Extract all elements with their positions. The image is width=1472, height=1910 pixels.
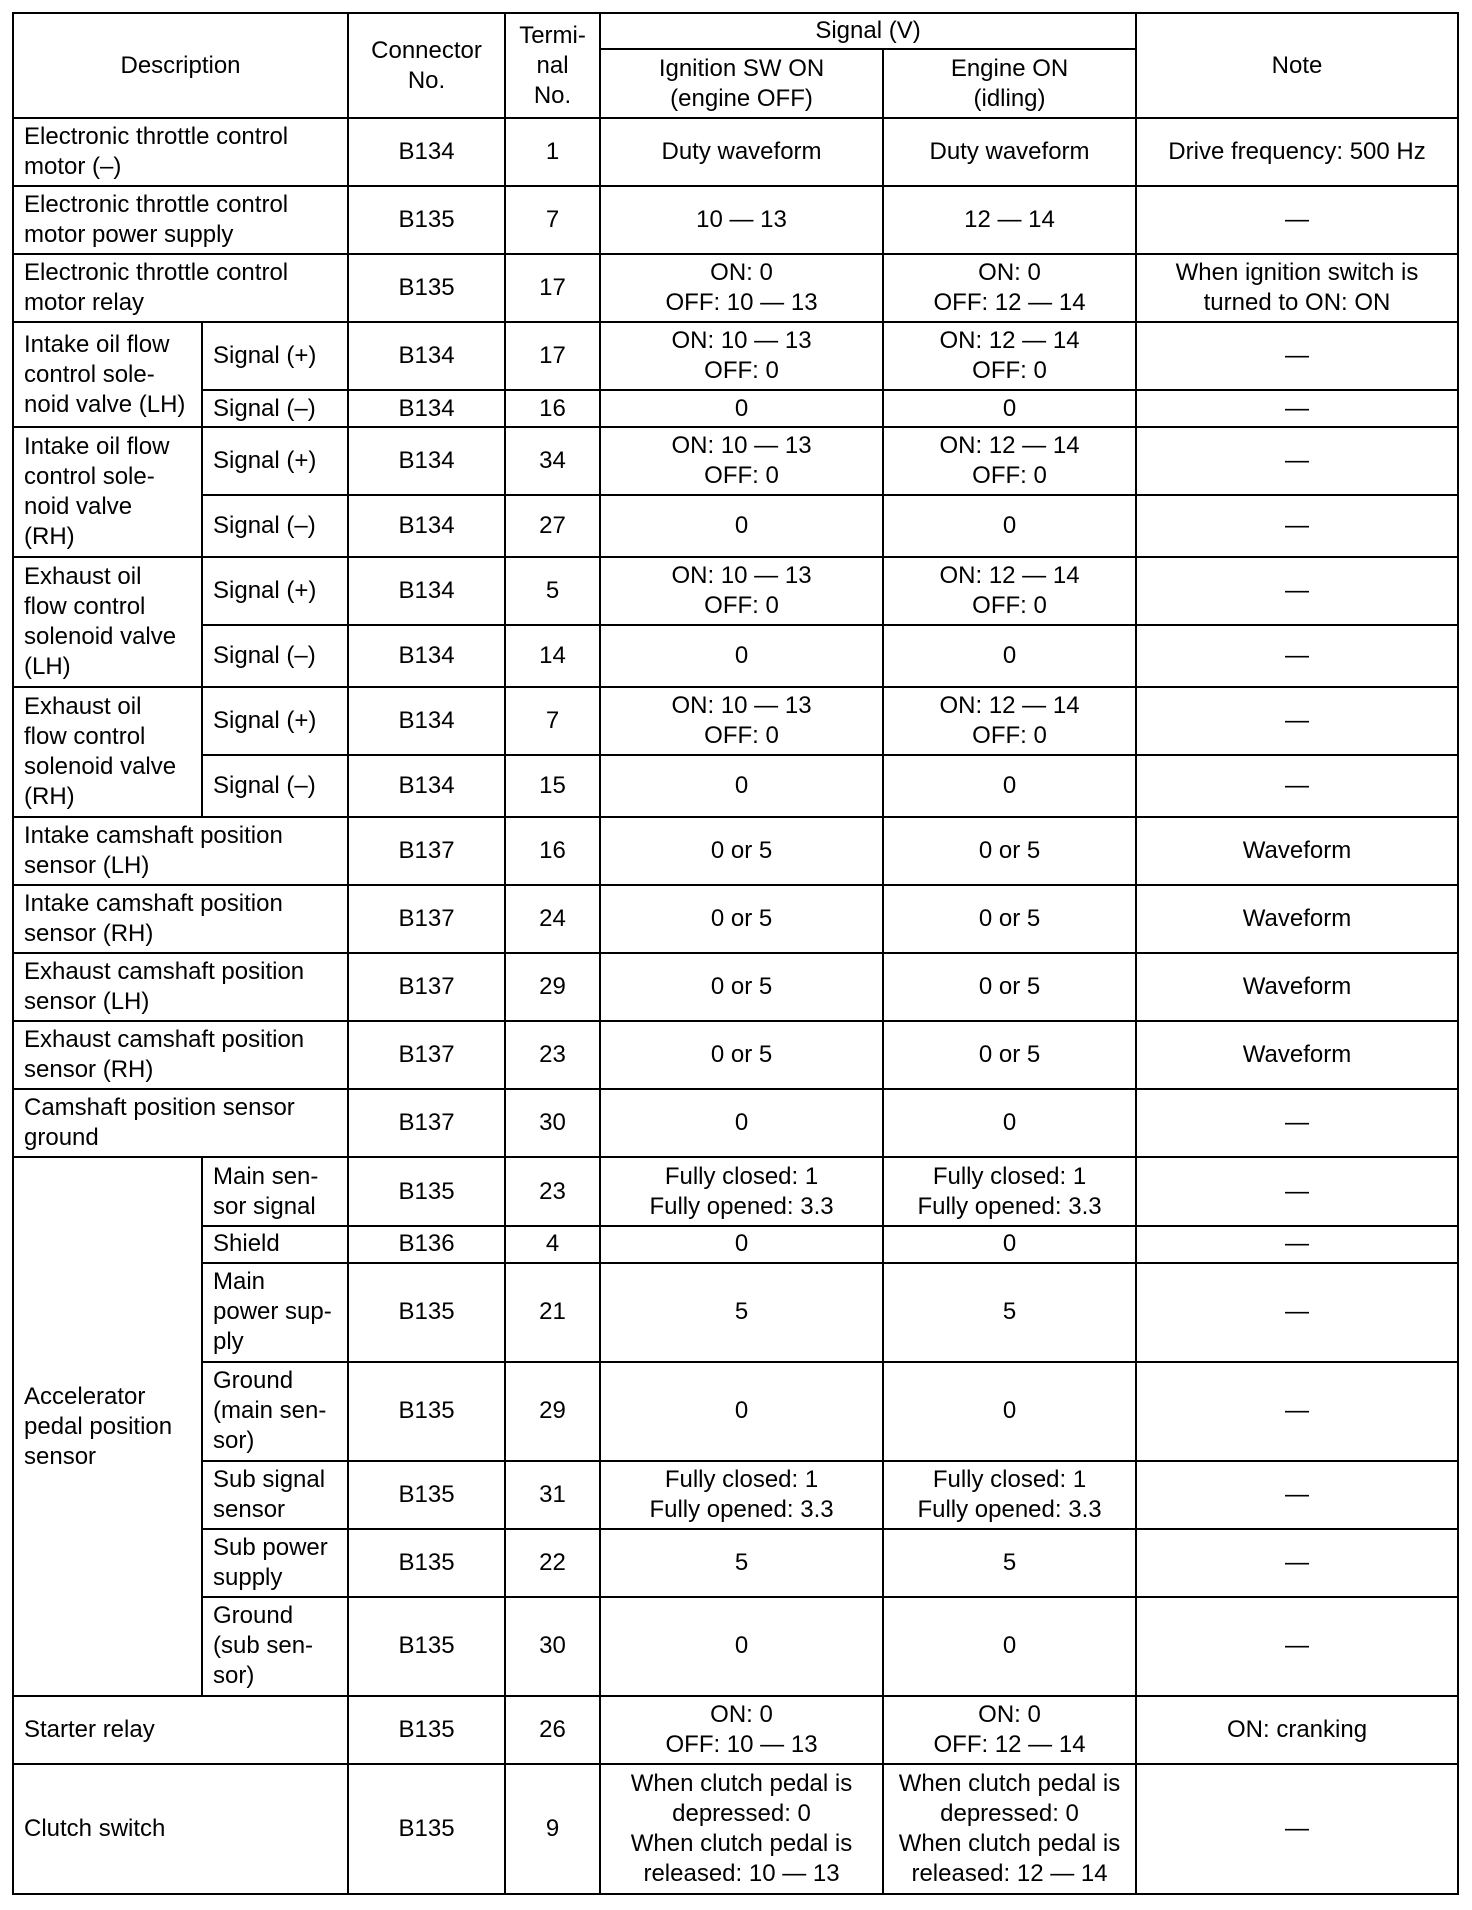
row-description: Starter relay [13, 1696, 348, 1764]
row-connector: B135 [348, 1362, 505, 1461]
row-signal-engine: 0 [883, 1362, 1136, 1461]
row-terminal: 16 [505, 390, 600, 427]
row-note: — [1136, 390, 1458, 427]
row-note: Waveform [1136, 817, 1458, 885]
table-row [13, 625, 1458, 687]
row-terminal: 23 [505, 1157, 600, 1225]
row-connector: B135 [348, 186, 505, 254]
row-signal-engine: 5 [883, 1263, 1136, 1362]
row-signal-engine: 5 [883, 1529, 1136, 1597]
row-connector: B137 [348, 817, 505, 885]
row-signal-engine: ON: 0 OFF: 12 — 14 [883, 254, 1136, 322]
row-signal-ignition: ON: 10 — 13 OFF: 0 [600, 687, 883, 755]
row-note: — [1136, 557, 1458, 625]
row-note: Drive frequency: 500 Hz [1136, 118, 1458, 186]
row-terminal: 5 [505, 557, 600, 625]
header-ignition-sw-on: Ignition SW ON (engine OFF) [600, 49, 883, 118]
row-connector: B135 [348, 254, 505, 322]
row-note: — [1136, 687, 1458, 755]
row-terminal: 29 [505, 953, 600, 1021]
row-terminal: 29 [505, 1362, 600, 1461]
row-connector: B135 [348, 1263, 505, 1362]
row-signal-engine: 0 [883, 495, 1136, 557]
row-sub-description: Signal (–) [202, 625, 348, 687]
row-sub-description: Shield [202, 1226, 348, 1263]
row-group-description: Exhaust oil flow control solenoid valve (LH) [13, 557, 202, 687]
header-note: Note [1136, 13, 1458, 118]
row-signal-engine: 0 [883, 1597, 1136, 1696]
row-terminal: 31 [505, 1461, 600, 1529]
row-signal-engine: 0 [883, 625, 1136, 687]
row-sub-description: Signal (–) [202, 495, 348, 557]
row-terminal: 26 [505, 1696, 600, 1764]
row-connector: B137 [348, 885, 505, 953]
row-note: — [1136, 755, 1458, 817]
row-terminal: 16 [505, 817, 600, 885]
table-row [13, 495, 1458, 557]
row-group-description: Intake oil flow control sole- noid valve (LH) [13, 322, 202, 427]
row-connector: B135 [348, 1696, 505, 1764]
row-terminal: 27 [505, 495, 600, 557]
row-sub-description: Signal (–) [202, 390, 348, 427]
row-signal-engine: 0 or 5 [883, 817, 1136, 885]
row-connector: B135 [348, 1157, 505, 1225]
row-terminal: 14 [505, 625, 600, 687]
row-connector: B134 [348, 390, 505, 427]
table-row [13, 1529, 1458, 1597]
table-row [13, 885, 1458, 953]
header-signal: Signal (V) [600, 13, 1136, 49]
row-terminal: 24 [505, 885, 600, 953]
row-sub-description: Main power sup- ply [202, 1263, 348, 1362]
row-description: Intake camshaft position sensor (LH) [13, 817, 348, 885]
row-signal-ignition: 10 — 13 [600, 186, 883, 254]
row-signal-ignition: 0 [600, 390, 883, 427]
row-sub-description: Sub power supply [202, 1529, 348, 1597]
row-signal-ignition: 0 [600, 1362, 883, 1461]
row-terminal: 9 [505, 1764, 600, 1894]
row-signal-ignition: 0 or 5 [600, 885, 883, 953]
row-signal-ignition: 0 [600, 495, 883, 557]
row-note: — [1136, 1529, 1458, 1597]
table-row [13, 118, 1458, 186]
row-sub-description: Sub signal sensor [202, 1461, 348, 1529]
row-note: — [1136, 1362, 1458, 1461]
table-row [13, 254, 1458, 322]
row-signal-ignition: 0 [600, 1089, 883, 1157]
table-row [13, 322, 1458, 390]
row-signal-engine: 12 — 14 [883, 186, 1136, 254]
row-description: Exhaust camshaft position sensor (LH) [13, 953, 348, 1021]
row-signal-engine: 0 [883, 1089, 1136, 1157]
row-signal-engine: 0 [883, 390, 1136, 427]
row-terminal: 17 [505, 254, 600, 322]
table-row [13, 1089, 1458, 1157]
header-engine-on: Engine ON (idling) [883, 49, 1136, 118]
row-connector: B137 [348, 953, 505, 1021]
row-signal-ignition: ON: 0 OFF: 10 — 13 [600, 254, 883, 322]
row-signal-ignition: 0 [600, 625, 883, 687]
header-description: Description [13, 13, 348, 118]
row-terminal: 15 [505, 755, 600, 817]
row-terminal: 17 [505, 322, 600, 390]
row-connector: B134 [348, 687, 505, 755]
row-note: — [1136, 1263, 1458, 1362]
row-description: Exhaust camshaft position sensor (RH) [13, 1021, 348, 1089]
header-connector: Connector No. [348, 13, 505, 118]
row-note: — [1136, 1461, 1458, 1529]
row-signal-engine: When clutch pedal is depressed: 0 When clutch pedal is released: 12 — 14 [883, 1764, 1136, 1894]
row-terminal: 34 [505, 427, 600, 495]
row-note: Waveform [1136, 1021, 1458, 1089]
row-description: Electronic throttle control motor (–) [13, 118, 348, 186]
row-terminal: 21 [505, 1263, 600, 1362]
row-signal-engine: Fully closed: 1 Fully opened: 3.3 [883, 1157, 1136, 1225]
table-row [13, 1362, 1458, 1461]
row-group-description: Accelerator pedal position sensor [13, 1157, 202, 1695]
row-signal-ignition: 0 [600, 755, 883, 817]
table-row [13, 1461, 1458, 1529]
row-note: — [1136, 495, 1458, 557]
row-description: Camshaft position sensor ground [13, 1089, 348, 1157]
row-signal-engine: ON: 0 OFF: 12 — 14 [883, 1696, 1136, 1764]
table-row [13, 953, 1458, 1021]
row-note: ON: cranking [1136, 1696, 1458, 1764]
row-connector: B136 [348, 1226, 505, 1263]
row-terminal: 30 [505, 1597, 600, 1696]
row-sub-description: Ground (main sen- sor) [202, 1362, 348, 1461]
row-terminal: 4 [505, 1226, 600, 1263]
row-connector: B135 [348, 1597, 505, 1696]
row-connector: B137 [348, 1021, 505, 1089]
row-note: When ignition switch is turned to ON: ON [1136, 254, 1458, 322]
table-row [13, 186, 1458, 254]
row-description: Intake camshaft position sensor (RH) [13, 885, 348, 953]
row-signal-engine: 0 [883, 755, 1136, 817]
row-signal-engine: Duty waveform [883, 118, 1136, 186]
header-terminal: Termi- nal No. [505, 13, 600, 118]
row-note: — [1136, 322, 1458, 390]
row-connector: B135 [348, 1529, 505, 1597]
row-signal-ignition: ON: 10 — 13 OFF: 0 [600, 557, 883, 625]
table-row [13, 817, 1458, 885]
row-sub-description: Signal (+) [202, 557, 348, 625]
row-note: — [1136, 186, 1458, 254]
table-row [13, 1226, 1458, 1263]
row-connector: B134 [348, 755, 505, 817]
row-signal-engine: ON: 12 — 14 OFF: 0 [883, 427, 1136, 495]
row-signal-engine: 0 or 5 [883, 1021, 1136, 1089]
row-group-description: Exhaust oil flow control solenoid valve (RH) [13, 687, 202, 817]
row-connector: B134 [348, 557, 505, 625]
row-signal-ignition: When clutch pedal is depressed: 0 When clutch pedal is released: 10 — 13 [600, 1764, 883, 1894]
table-row [13, 755, 1458, 817]
row-note: Waveform [1136, 885, 1458, 953]
table-row [13, 1157, 1458, 1225]
row-note: — [1136, 1764, 1458, 1894]
row-sub-description: Signal (+) [202, 687, 348, 755]
row-signal-ignition: ON: 10 — 13 OFF: 0 [600, 427, 883, 495]
row-note: Waveform [1136, 953, 1458, 1021]
row-terminal: 7 [505, 186, 600, 254]
table-row [13, 1021, 1458, 1089]
row-signal-engine: 0 or 5 [883, 885, 1136, 953]
row-sub-description: Signal (+) [202, 322, 348, 390]
row-signal-ignition: 5 [600, 1529, 883, 1597]
row-signal-engine: 0 or 5 [883, 953, 1136, 1021]
table-header [13, 13, 1458, 118]
row-signal-ignition: 0 or 5 [600, 817, 883, 885]
table-row [13, 427, 1458, 495]
row-note: — [1136, 625, 1458, 687]
row-terminal: 1 [505, 118, 600, 186]
row-signal-ignition: 5 [600, 1263, 883, 1362]
row-signal-ignition: Duty waveform [600, 118, 883, 186]
row-signal-ignition: 0 or 5 [600, 953, 883, 1021]
row-note: — [1136, 1089, 1458, 1157]
row-note: — [1136, 1226, 1458, 1263]
table-body [13, 118, 1458, 1894]
row-signal-ignition: 0 [600, 1226, 883, 1263]
row-connector: B137 [348, 1089, 505, 1157]
row-terminal: 22 [505, 1529, 600, 1597]
row-connector: B134 [348, 118, 505, 186]
table-row [13, 1764, 1458, 1894]
row-signal-ignition: Fully closed: 1 Fully opened: 3.3 [600, 1461, 883, 1529]
row-terminal: 7 [505, 687, 600, 755]
row-connector: B134 [348, 427, 505, 495]
row-note: — [1136, 1157, 1458, 1225]
table-row [13, 390, 1458, 427]
row-signal-engine: 0 [883, 1226, 1136, 1263]
signal-spec-table [12, 12, 1459, 1895]
table-row [13, 1263, 1458, 1362]
row-signal-engine: ON: 12 — 14 OFF: 0 [883, 557, 1136, 625]
row-signal-ignition: Fully closed: 1 Fully opened: 3.3 [600, 1157, 883, 1225]
row-signal-engine: ON: 12 — 14 OFF: 0 [883, 322, 1136, 390]
row-signal-engine: ON: 12 — 14 OFF: 0 [883, 687, 1136, 755]
row-signal-ignition: 0 or 5 [600, 1021, 883, 1089]
row-signal-engine: Fully closed: 1 Fully opened: 3.3 [883, 1461, 1136, 1529]
table-row [13, 1597, 1458, 1696]
row-sub-description: Main sen- sor signal [202, 1157, 348, 1225]
row-note: — [1136, 427, 1458, 495]
row-description: Electronic throttle control motor relay [13, 254, 348, 322]
row-signal-ignition: ON: 10 — 13 OFF: 0 [600, 322, 883, 390]
table-row [13, 1696, 1458, 1764]
row-signal-ignition: ON: 0 OFF: 10 — 13 [600, 1696, 883, 1764]
row-note: — [1136, 1597, 1458, 1696]
row-connector: B135 [348, 1461, 505, 1529]
row-connector: B135 [348, 1764, 505, 1894]
table-row [13, 557, 1458, 625]
row-terminal: 23 [505, 1021, 600, 1089]
row-sub-description: Signal (+) [202, 427, 348, 495]
table-row [13, 687, 1458, 755]
row-sub-description: Ground (sub sen- sor) [202, 1597, 348, 1696]
row-terminal: 30 [505, 1089, 600, 1157]
row-group-description: Intake oil flow control sole- noid valve (RH) [13, 427, 202, 557]
row-sub-description: Signal (–) [202, 755, 348, 817]
row-description: Electronic throttle control motor power supply [13, 186, 348, 254]
row-description: Clutch switch [13, 1764, 348, 1894]
row-signal-ignition: 0 [600, 1597, 883, 1696]
row-connector: B134 [348, 495, 505, 557]
row-connector: B134 [348, 625, 505, 687]
row-connector: B134 [348, 322, 505, 390]
